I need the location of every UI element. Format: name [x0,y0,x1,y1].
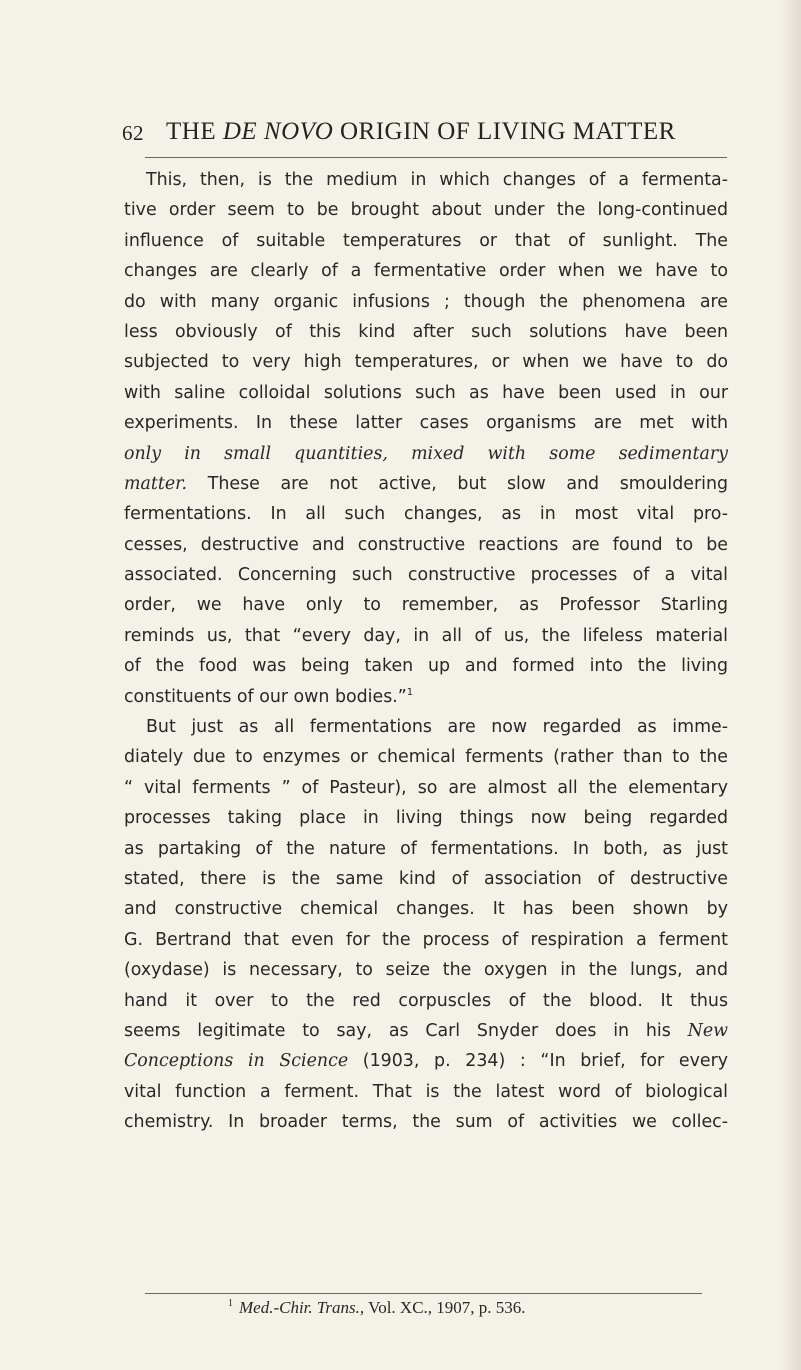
text-line: as partaking of the nature of fermentations. In both, as just [124,838,728,859]
header-rule [145,157,727,158]
text-line [124,1046,728,1076]
italic-phrase: Conceptions in Science [124,1051,349,1072]
text-segment: (1903, p. 234) : “In brief, for every [362,1051,729,1072]
text-line: changes are clearly of a fermentative order when we have to [124,261,728,282]
text-line: experiments. In these latter cases organisms are met with [124,413,728,434]
footnote-mark: 1 [228,1298,233,1310]
text-line: do with many organic infusions ; though the phenomena are [124,291,728,312]
text-line: vital function a ferment. That is the latest word of biological [124,1081,728,1102]
page-edge-shadow [779,0,801,1370]
footnote-citation: Vol. XC., 1907, p. 536. [368,1298,526,1317]
text-line: diately due to enzymes or chemical ferments (rather than to the [124,747,728,768]
text-segment: seems legitimate to say, as Carl Snyder does in his [124,1020,671,1041]
footnote-rule [145,1293,702,1294]
text-line [124,1016,728,1046]
text-line: and constructive chemical changes. It has been shown by [124,899,728,920]
text-line: But just as all fermentations are now regarded as imme- [146,717,728,738]
title-suffix: ORIGIN OF LIVING MATTER [340,118,676,145]
footnote-reference[interactable]: 1 [406,686,414,698]
italic-phrase: New [687,1020,729,1041]
text-line: with saline colloidal solutions such as have been used in our [124,382,728,403]
text-line: associated. Concerning such constructive processes of a vital [124,565,728,586]
text-line: influence of suitable temperatures or that of sunlight. The [124,230,728,251]
italic-phrase: matter. [124,473,188,494]
text-line: hand it over to the red corpuscles of the blood. It thus [124,990,728,1011]
running-header [122,118,742,152]
text-line: chemistry. In broader terms, the sum of activities we collec- [124,1112,728,1133]
text-line: G. Bertrand that even for the process of respiration a ferment [124,929,728,950]
text-line: (oxydase) is necessary, to seize the oxygen in the lungs, and [124,960,728,981]
running-title [166,118,676,146]
text-line-italic: only in small quantities, mixed with some sedimentary [124,443,728,464]
text-line: fermentations. In all such changes, as in most vital pro- [124,504,728,525]
text-line: stated, there is the same kind of association of destructive [124,868,728,889]
body-text [124,165,728,1138]
text-line: tive order seem to be brought about under the long-continued [124,200,728,221]
text-line: This, then, is the medium in which changes of a fermenta- [146,170,728,190]
text-line: less obviously of this kind after such solutions have been [124,321,728,342]
text-segment: constituents of our own bodies.” [124,686,407,707]
text-segment: These are not active, but slow and smouldering [207,473,728,494]
text-line: reminds us, that “every day, in all of us, the lifeless material [124,625,728,646]
text-line [124,469,728,499]
text-line: processes taking place in living things now being regarded [124,808,728,829]
text-line: cesses, destructive and constructive reactions are found to be [124,534,728,555]
footnote-source-italic: Med.-Chir. Trans., [239,1298,365,1317]
text-line [124,682,728,712]
text-line: subjected to very high temperatures, or when we have to do [124,352,728,373]
text-line: of the food was being taken up and formed into the living [124,656,728,677]
title-italic: DE NOVO [222,118,334,145]
title-prefix: THE [166,118,217,145]
text-line: order, we have only to remember, as Professor Starling [124,595,728,616]
page-number: 62 [122,121,144,145]
text-line: “ vital ferments ” of Pasteur), so are almost all the elementary [124,777,728,798]
footnote [228,1298,526,1318]
